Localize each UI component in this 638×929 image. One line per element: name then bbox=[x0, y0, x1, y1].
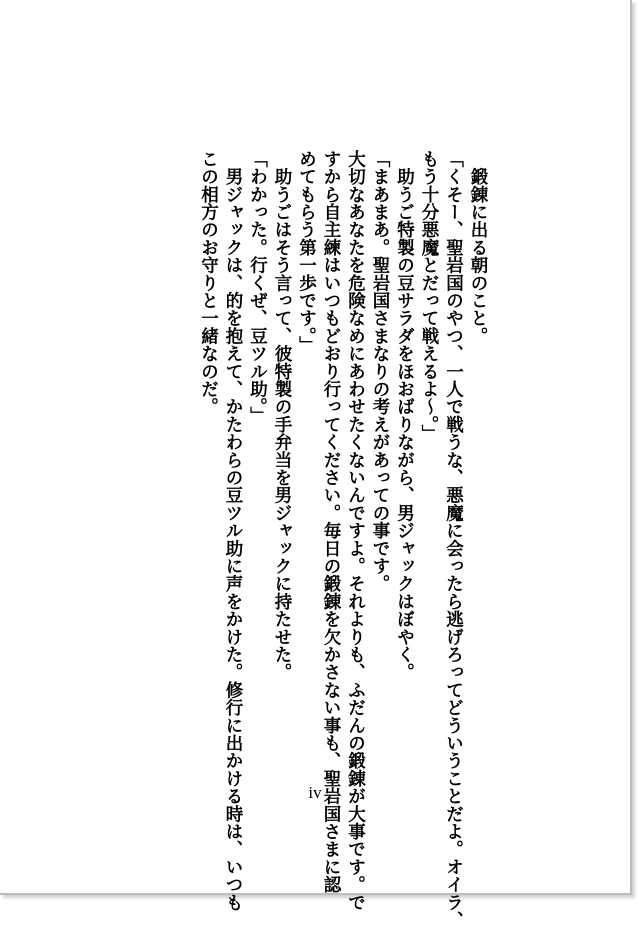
text-line: もう十分悪魔とだって戦えるよ～。」 bbox=[419, 150, 439, 443]
text-line: 大切なあなたを危険なめにあわせたくないんですよ。それよりも、ふだんの鍛錬が大事です。で bbox=[345, 150, 366, 912]
text-line: 助うご特製の豆サラダをほおばりながら、男ジャックはぼやく。 bbox=[394, 150, 415, 681]
text-line: 男ジャックは、的を抱えて、かたわらの豆ツル助に声をかけた。修行に出かける時は、いつも bbox=[223, 150, 243, 912]
text-line: めてもらう第一歩です。」 bbox=[296, 150, 317, 354]
text-line: 「くそー、聖岩国のやつ、一人で戦うな、悪魔に会ったら逃げろってどういうことだよ。オイラ、 bbox=[443, 150, 464, 929]
text-line: すから自主練はいつもどおり行ってください。毎日の鍛錬を欠かさない事も、聖岩国さまに認 bbox=[321, 150, 341, 894]
text-line: この相方のお守りと一緒なのだ。 bbox=[198, 150, 219, 416]
text-line: 鍛錬に出る朝のこと。 bbox=[468, 150, 488, 345]
page-number: iv bbox=[308, 783, 322, 802]
text-line: 助うごはそう言って、彼特製の手弁当を男ジャックに持たせた。 bbox=[272, 150, 292, 681]
text-line: 「わかった。行くぜ、豆ツル助。」 bbox=[247, 150, 268, 425]
text-line: 「まあまあ。聖岩国さまなりの考えがあっての事です。 bbox=[370, 150, 390, 593]
